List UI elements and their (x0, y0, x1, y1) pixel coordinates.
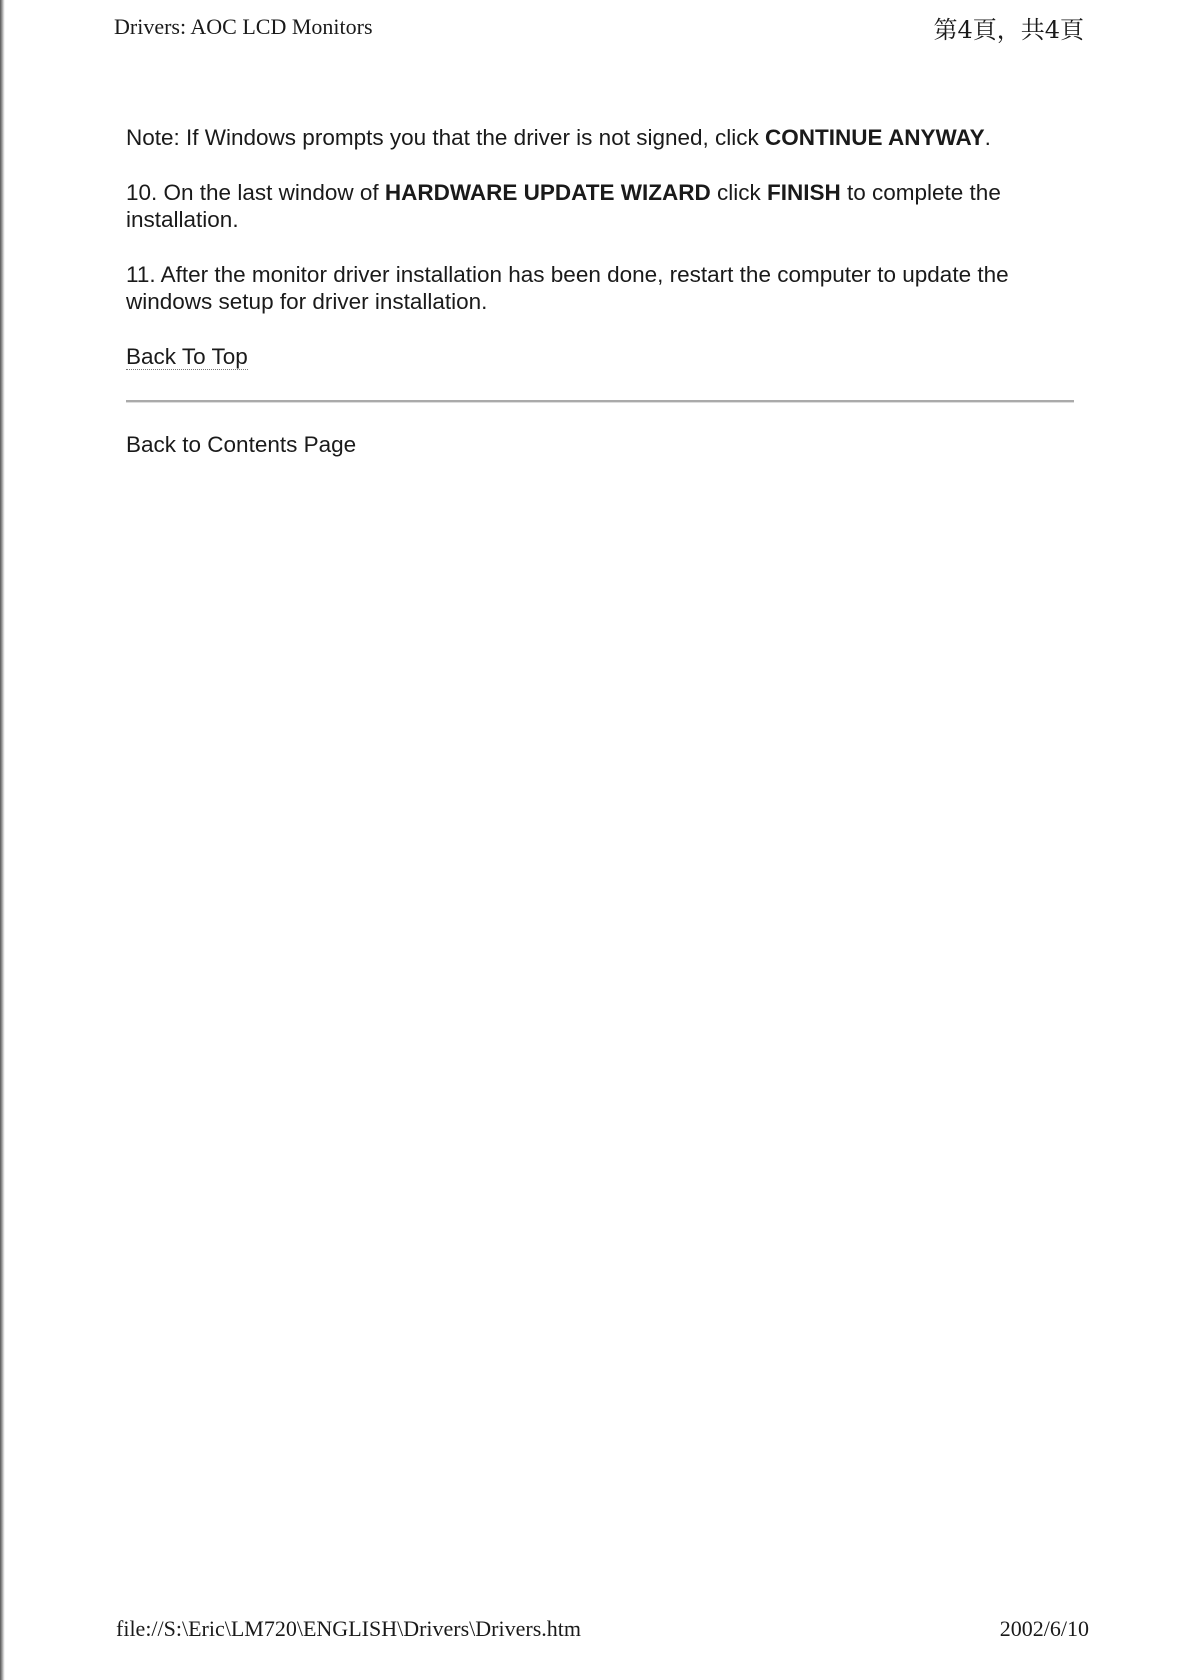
footer-date: 2002/6/10 (999, 1616, 1089, 1641)
back-to-top-link[interactable]: Back To Top (126, 344, 248, 369)
step-11-text: 11. After the monitor driver installation has been done, restart the computer to update the windows setup for driver installation. (126, 262, 1009, 314)
step-10-paragraph (126, 179, 1076, 233)
step-10-middle: click (710, 180, 767, 205)
note-text: Note: If Windows prompts you that the driver is not signed, click (126, 125, 766, 150)
back-to-contents-link[interactable]: Back to Contents Page (126, 432, 357, 457)
step-10-suffix: to complete the installation. (126, 180, 1001, 232)
main-content (126, 124, 1076, 370)
horizontal-rule (126, 400, 1074, 403)
note-paragraph (126, 124, 1076, 151)
step-10-text: 10. On the last window of (126, 180, 385, 205)
scan-edge (0, 0, 5, 1680)
step-10-wizard-name: HARDWARE UPDATE WIZARD (384, 180, 711, 205)
step-11-paragraph (126, 261, 1076, 315)
header-title: Drivers: AOC LCD Monitors (114, 14, 373, 39)
note-suffix: . (984, 125, 991, 150)
note-emphasis: CONTINUE ANYWAY (765, 125, 985, 150)
page-indicator: 第4頁，共4頁 (933, 16, 1084, 44)
footer-file-path: file://S:\Eric\LM720\ENGLISH\Drivers\Drivers.htm (116, 1616, 581, 1641)
step-10-finish: FINISH (766, 180, 841, 205)
